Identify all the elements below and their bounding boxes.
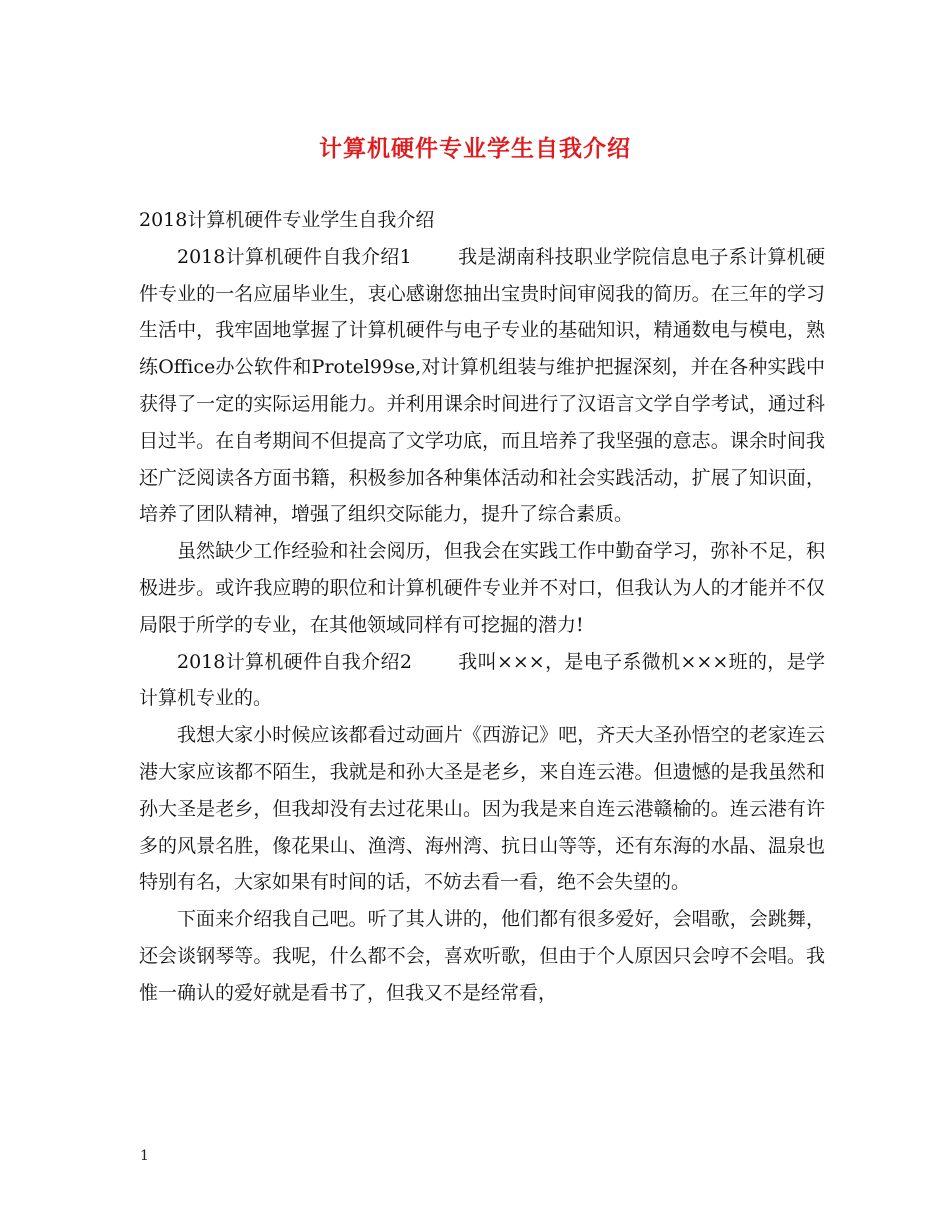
section1-heading: 2018计算机硬件自我介绍1 xyxy=(177,245,412,268)
section1-paragraph-1 xyxy=(139,239,825,533)
section2-paragraph-2: 我想大家小时候应该都看过动画片《西游记》吧，齐天大圣孙悟空的老家连云港大家应该都不陌生，我就是和孙大圣是老乡，来自连云港。但遗憾的是我虽然和孙大圣是老乡，但我却没有去过花果山。因为我是来自连云港赣榆的。连云港有许多的风景名胜，像花果山、渔湾、海州湾、抗日山等等，还有东海的水晶、温泉也特别有名，大家如果有时间的话，不妨去看一看，绝不会失望的。 xyxy=(139,724,825,894)
section2-paragraph-3: 下面来介绍我自己吧。听了其人讲的，他们都有很多爱好，会唱歌，会跳舞，还会谈钢琴等。我呢，什么都不会，喜欢听歌，但由于个人原因只会哼不会唱。我惟一确认的爱好就是看书了，但我又不是经常看， xyxy=(139,908,825,1004)
section2-heading: 2018计算机硬件自我介绍2 xyxy=(177,650,412,673)
section2-paragraph-1-text: 我叫×××，是电子系微机×××班的，是学计算机专业的。 xyxy=(139,650,825,710)
document-body xyxy=(139,202,825,1012)
page-number: 1 xyxy=(140,1148,149,1164)
section1-paragraph-1-text: 我是湖南科技职业学院信息电子系计算机硬件专业的一名应届毕业生，衷心感谢您抽出宝贵时间审阅我的简历。在三年的学习生活中，我牢固地掌握了计算机硬件与电子专业的基础知识，精通数电与模电，熟练Office办公软件和Protel99se,对计算机组装与维护把握深刻，并在各种实践中获得了一定的实际运用能力。并利用课余时间进行了汉语言文学自学考试，通过科目过半。在自考期间不但提高了文学功底，而且培养了我坚强的意志。课余时间我还广泛阅读各方面书籍，积极参加各种集体活动和社会实践活动，扩展了知识面，培养了团队精神，增强了组织交际能力，提升了综合素质。 xyxy=(139,245,825,526)
section2-paragraph-1 xyxy=(139,644,825,718)
document-subtitle: 2018计算机硬件专业学生自我介绍 xyxy=(139,209,435,231)
section1-paragraph-2: 虽然缺少工作经验和社会阅历，但我会在实践工作中勤奋学习，弥补不足，积极进步。或许我应聘的职位和计算机硬件专业并不对口，但我认为人的才能并不仅局限于所学的专业，在其他领域同样有可挖掘的潜力! xyxy=(139,540,825,636)
document-title: 计算机硬件专业学生自我介绍 xyxy=(319,136,631,162)
